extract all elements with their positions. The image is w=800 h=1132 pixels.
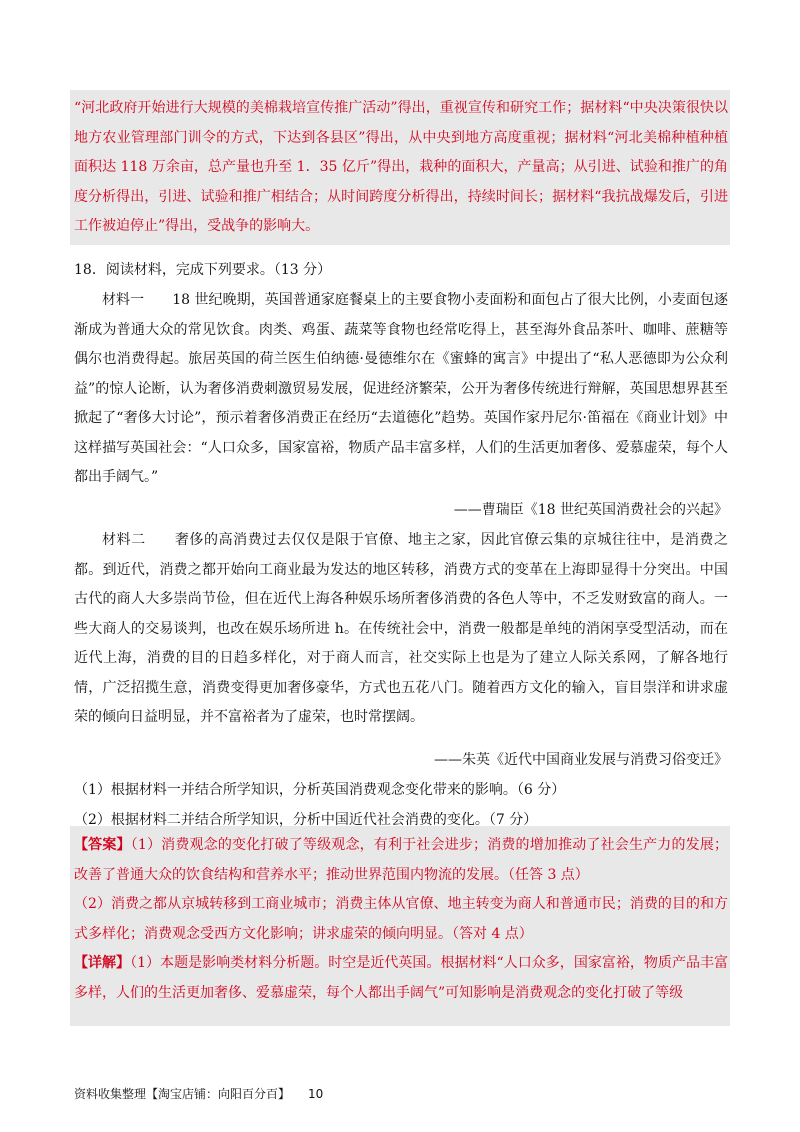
footer-text: 资料收集整理【淘宝店铺：向阳百分百】 [74, 1087, 291, 1101]
sub-question-2: （2）根据材料二并结合所学知识，分析中国近代社会消费的变化。（7 分） [74, 811, 538, 828]
answer-part-1-text: （1）消费观念的变化打破了等级观念，有利于社会进步；消费的增加推动了社会生产力的发展；改善了普通大众的饮食结构和营养水平；推动世界范围内物流的发展。（任答 3 点） [74, 837, 729, 883]
detail-label: 【详解】 [74, 955, 131, 971]
material-1-citation: ——曹瑞臣《18 世纪英国消费社会的兴起》 [453, 502, 728, 518]
page-number: 10 [308, 1087, 324, 1101]
previous-answer-continuation [74, 94, 728, 242]
question-18-title [74, 256, 728, 286]
detail-text: （1）本题是影响类材料分析题。时空是近代英国。根据材料“人口众多，国家富裕，物质产品丰富多样，人们的生活更加奢侈、爱慕虚荣，每个人都出手阔气”可知影响是消费观念的变化打破了等级 [74, 955, 729, 1001]
material-2-text: 材料二 奢侈的高消费过去仅仅是限于官僚、地主之家，因此官僚云集的京城往往中，是消费之都。到近代，消费之都开始向工商业最为发达的地区转移，消费方式的变革在上海即显得十分突出。中国古代的商人大多崇尚节俭，但在近代上海各种娱乐场所奢侈消费的各色人等中，不乏发财致富的商人。一些大商人的交易谈判，也改在娱乐场所进 h。在传统社会中，消费一般都是单纯的消闲享受型活动，而在近代上海，消费的目的日趋多样化，对于商人而言，社交实际上也是为了建立人际关系网，了解各地行情，广泛招揽生意，消费变得更加奢侈豪华，方式也五花八门。随着西方文化的输入，盲目崇洋和讲求虚荣的倾向日益明显，并不富裕者为了虚荣，也时常摆阔。 [74, 532, 728, 725]
answer-section [74, 831, 728, 1008]
answer-part-2: （2）消费之都从京城转移到工商业城市；消费主体从官僚、地主转变为商人和普通市民；消费的目的和方式多样化；消费观念受西方文化影响；讲求虚荣的倾向明显。（答对 4 点） [74, 896, 728, 942]
answer-part-1 [74, 831, 728, 890]
page-footer [74, 1085, 323, 1102]
material-1-text: 材料一 18 世纪晚期，英国普通家庭餐桌上的主要食物小麦面粉和面包占了很大比例，小麦面包逐渐成为普通大众的常见饮食。肉类、鸡蛋、蔬菜等食物也经常吃得上，甚至海外食品茶叶、咖啡、蔗糖等偶尔也消费得起。旅居英国的荷兰医生伯纳德·曼德维尔在《蜜蜂的寓言》中提出了“私人恶德即为公众利益”的惊人论断，认为奢侈消费刺激贸易发展，促进经济繁荣，公开为奢侈传统进行辩解，英国思想界甚至掀起了“奢侈大讨论”，预示着奢侈消费正在经历“去道德化”趋势。英国作家丹尼尔·笛福在《商业计划》中这样描写英国社会：“人口众多，国家富裕，物质产品丰富多样，人们的生活更加奢侈、爱慕虚荣，每个人都出手阔气。” [74, 292, 728, 485]
material-2-source [74, 746, 728, 776]
material-2-citation: ——朱英《近代中国商业发展与消费习俗变迁》 [434, 752, 728, 768]
detail-paragraph [74, 949, 728, 1008]
sub-questions [74, 776, 728, 835]
material-1 [74, 286, 728, 493]
question-title: 18．阅读材料，完成下列要求。（13 分） [74, 262, 332, 278]
material-2 [74, 526, 728, 733]
answer-label: 【答案】 [74, 837, 131, 853]
material-1-source [74, 496, 728, 526]
previous-answer-text: “河北政府开始进行大规模的美棉栽培宣传推广活动”得出，重视宣传和研究工作；据材料“中央决策很快以地方农业管理部门训令的方式，下达到各县区”得出，从中央到地方高度重视；据材料“河北美棉种植种植面积达 118 万余亩，总产量也升至 1．35 亿斤”得出，栽种的面积大，产量高；从引进、试验和推广的角度分析得出，引进、试验和推广相结合；从时间跨度分析得出，持续时间长；据材料“我抗战爆发后，引进工作被迫停止”得出，受战争的影响大。 [74, 100, 728, 234]
sub-question-1: （1）根据材料一并结合所学知识，分析英国消费观念变化带来的影响。（6 分） [74, 782, 566, 798]
